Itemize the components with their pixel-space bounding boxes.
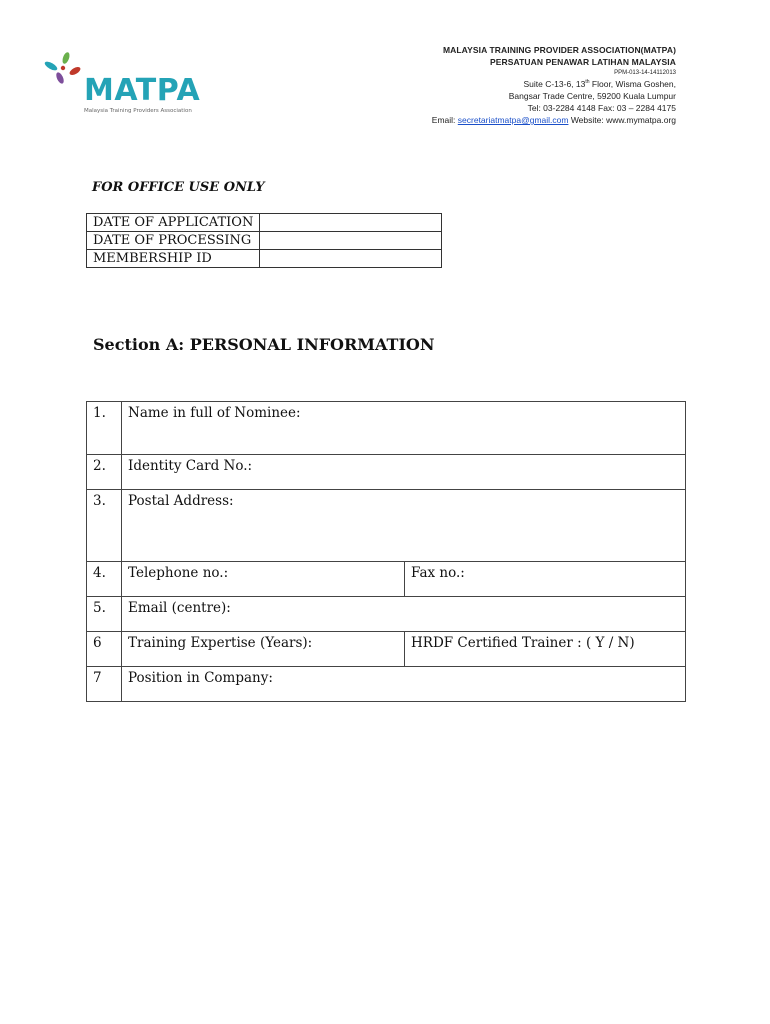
- email-centre-field[interactable]: Email (centre):: [122, 597, 686, 632]
- personal-info-table: [86, 401, 686, 702]
- logo-tagline: Malaysia Training Providers Association: [84, 108, 192, 114]
- email-link[interactable]: secretariatmatpa@gmail.com: [457, 115, 569, 125]
- office-use-table: [86, 213, 442, 268]
- logo-wordmark: MATPA: [84, 73, 201, 108]
- table-row: [87, 597, 686, 632]
- table-row: [87, 214, 442, 232]
- row-number: 5.: [87, 597, 122, 632]
- table-row: [87, 632, 686, 667]
- registration-number: PPM-013-14-14112013: [614, 70, 676, 76]
- address-line-1: Suite C-13-6, 13th Floor, Wisma Goshen,: [523, 79, 676, 89]
- office-label: DATE OF PROCESSING: [87, 232, 260, 250]
- membership-id-field[interactable]: [260, 250, 442, 268]
- section-a-title: Section A: PERSONAL INFORMATION: [93, 335, 435, 354]
- position-in-company-field[interactable]: Position in Company:: [122, 667, 686, 702]
- org-name-malay: PERSATUAN PENAWAR LATIHAN MALAYSIA: [489, 57, 676, 67]
- office-label: MEMBERSHIP ID: [87, 250, 260, 268]
- row-number: 4.: [87, 562, 122, 597]
- postal-address-field[interactable]: Postal Address:: [122, 490, 686, 562]
- hrdf-certified-field[interactable]: HRDF Certified Trainer : ( Y / N): [405, 632, 686, 667]
- row-number: 2.: [87, 455, 122, 490]
- org-name-english: MALAYSIA TRAINING PROVIDER ASSOCIATION(MATPA): [442, 45, 676, 55]
- address-line-2: Bangsar Trade Centre, 59200 Kuala Lumpur: [508, 91, 676, 101]
- office-label: DATE OF APPLICATION: [87, 214, 260, 232]
- table-row: [87, 250, 442, 268]
- table-row: [87, 402, 686, 455]
- organization-header: [432, 44, 676, 126]
- date-of-application-field[interactable]: [260, 214, 442, 232]
- row-number: 6: [87, 632, 122, 667]
- matpa-logo: [38, 48, 218, 120]
- fax-field[interactable]: Fax no.:: [405, 562, 686, 597]
- identity-card-field[interactable]: Identity Card No.:: [122, 455, 686, 490]
- row-number: 3.: [87, 490, 122, 562]
- tel-fax: Tel: 03-2284 4148 Fax: 03 – 2284 4175: [527, 103, 676, 113]
- telephone-field[interactable]: Telephone no.:: [122, 562, 405, 597]
- table-row: [87, 455, 686, 490]
- email-website-line: Email: secretariatmatpa@gmail.com Website: www.mymatpa.org: [431, 115, 676, 125]
- nominee-name-field[interactable]: Name in full of Nominee:: [122, 402, 686, 455]
- row-number: 1.: [87, 402, 122, 455]
- table-row: [87, 232, 442, 250]
- date-of-processing-field[interactable]: [260, 232, 442, 250]
- table-row: [87, 562, 686, 597]
- table-row: [87, 667, 686, 702]
- table-row: [87, 490, 686, 562]
- training-expertise-field[interactable]: Training Expertise (Years):: [122, 632, 405, 667]
- row-number: 7: [87, 667, 122, 702]
- matpa-emblem-icon: [38, 48, 88, 90]
- office-use-title: FOR OFFICE USE ONLY: [92, 180, 265, 195]
